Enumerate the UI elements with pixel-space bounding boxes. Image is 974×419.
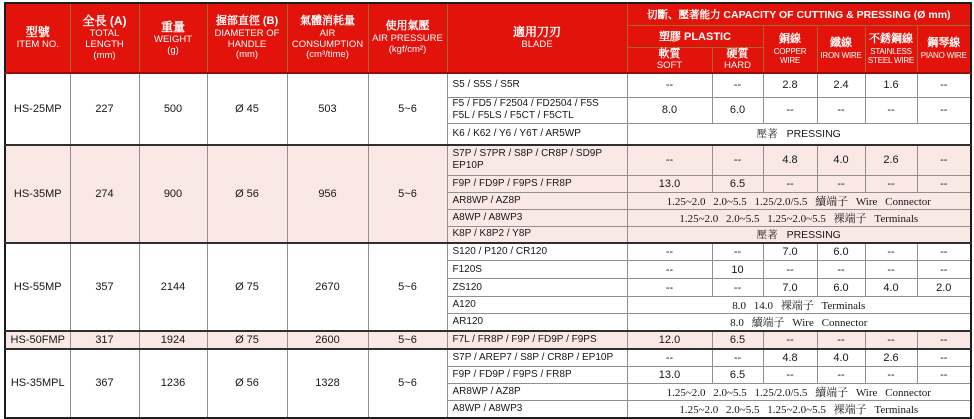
header-en: HARD: [724, 60, 751, 72]
blade-cell: K6 / K62 / Y6 / Y6T / AR5WP: [447, 123, 627, 145]
connector-span-cell: 1.25~2.0 2.0~5.5 1.25/2.0/5.5 續端子 Wire Connector: [627, 192, 971, 209]
blade-cell: S120 / P120 / CR120: [447, 243, 627, 261]
capacity-value: --: [712, 243, 763, 261]
col-header-weight: [139, 3, 207, 73]
capacity-value: 4.0: [817, 145, 865, 175]
blade-line-1: S7P / S7PR / S8P / CR8P / SD9P: [452, 148, 603, 160]
capacity-value: 6.5: [712, 366, 763, 383]
capacity-value: --: [865, 261, 917, 279]
model-handle-diameter: Ø 75: [207, 243, 287, 332]
capacity-value: --: [712, 279, 763, 297]
header-unit: (mm): [235, 49, 259, 61]
header-zh: 氣體消耗量: [300, 14, 355, 27]
capacity-value: 7.0: [763, 279, 817, 297]
header-unit: (mm): [93, 50, 116, 62]
capacity-value: --: [817, 366, 865, 383]
header-zh: 不銹鋼線: [869, 32, 913, 45]
col-header-piano-wire: [917, 25, 971, 73]
model-weight: 500: [139, 73, 207, 145]
blade-cell: ZS120: [447, 279, 627, 297]
model-air-pressure: 5~6: [368, 243, 447, 332]
header-unit: (g): [167, 44, 179, 56]
header-zh: 全長 (A): [82, 14, 127, 29]
blade-line-2: F5L / F5LS / F5CT / F5CTL: [452, 110, 574, 122]
header-en: AIR PRESSURE: [372, 33, 443, 45]
terminals-span-cell: 8.0 14.0 裸端子 Terminals: [627, 297, 971, 314]
capacity-value: --: [917, 331, 971, 349]
header-unit: (cm³/time): [306, 49, 349, 61]
col-header-handle-diameter: [207, 3, 287, 73]
model-total-length: 317: [70, 331, 139, 349]
model-total-length: 357: [70, 243, 139, 332]
capacity-value: 4.0: [865, 279, 917, 297]
header-zh: 銅線: [779, 32, 801, 45]
header-en: IRON WIRE: [820, 51, 862, 61]
pressing-span-cell: 壓著 PRESSING: [627, 226, 971, 243]
header-zh: 鋼琴線: [927, 37, 961, 50]
capacity-value: --: [865, 331, 917, 349]
spec-sheet: [0, 2, 974, 416]
model-item-no: HS-50FMP: [5, 331, 70, 349]
capacity-value: --: [865, 97, 917, 123]
capacity-value: --: [917, 261, 971, 279]
blade-line-2: EP10P: [452, 160, 484, 172]
header-en: PIANO WIRE: [920, 51, 967, 61]
capacity-value: 4.0: [817, 349, 865, 366]
blade-line-1: F5 / FD5 / F2504 / FD2504 / F5S: [452, 98, 599, 110]
blade-cell: A8WP / A8WP3: [447, 209, 627, 226]
capacity-value: --: [917, 366, 971, 383]
blade-cell: F7L / FR8P / F9P / FD9P / F9PS: [447, 331, 627, 349]
capacity-title: 切斷、壓著能力 CAPACITY OF CUTTING & PRESSING (Ø mm): [627, 3, 971, 25]
capacity-value: 6.0: [817, 243, 865, 261]
model-weight: 1924: [139, 331, 207, 349]
capacity-value: 13.0: [627, 366, 712, 383]
model-total-length: 367: [70, 349, 139, 418]
header-en: SOFT: [656, 60, 683, 72]
capacity-value: --: [712, 145, 763, 175]
capacity-value: 2.0: [917, 279, 971, 297]
model-handle-diameter: Ø 56: [207, 349, 287, 418]
capacity-value: 4.8: [763, 349, 817, 366]
capacity-value: 2.6: [865, 145, 917, 175]
model-air-pressure: 5~6: [368, 145, 447, 243]
model-air-consumption: 503: [287, 73, 368, 145]
header-zh: 使用氣壓: [385, 20, 430, 33]
spec-table: [4, 2, 972, 419]
col-header-total-length: [70, 3, 139, 73]
model-item-no: HS-35MPL: [5, 349, 70, 418]
capacity-value: 10: [712, 261, 763, 279]
model-item-no: HS-25MP: [5, 73, 70, 145]
col-header-plastic: 塑膠 PLASTIC: [627, 25, 763, 47]
header-zh: 適用刀刃: [512, 25, 561, 40]
capacity-value: --: [917, 243, 971, 261]
capacity-value: --: [763, 366, 817, 383]
terminals-span-cell: 1.25~2.0 2.0~5.5 1.25~2.0~5.5 裸端子 Terminals: [627, 209, 971, 226]
model-item-no: HS-55MP: [5, 243, 70, 332]
model-air-consumption: 2670: [287, 243, 368, 332]
blade-cell: S5 / S5S / S5R: [447, 73, 627, 97]
header-en: AIR CONSUMPTION: [291, 27, 364, 50]
capacity-value: 1.6: [865, 73, 917, 97]
capacity-value: --: [763, 175, 817, 192]
capacity-value: 6.5: [712, 331, 763, 349]
capacity-value: 4.8: [763, 145, 817, 175]
capacity-value: --: [817, 331, 865, 349]
capacity-value: --: [627, 279, 712, 297]
model-handle-diameter: Ø 45: [207, 73, 287, 145]
model-total-length: 274: [70, 145, 139, 243]
capacity-value: --: [627, 243, 712, 261]
header-zh: 硬質: [726, 47, 749, 60]
model-total-length: 227: [70, 73, 139, 145]
capacity-value: --: [817, 175, 865, 192]
header-en: BLADE: [521, 39, 553, 51]
col-header-copper-wire: [763, 25, 817, 73]
capacity-value: 8.0: [627, 97, 712, 123]
capacity-value: --: [763, 261, 817, 279]
model-air-pressure: 5~6: [368, 349, 447, 418]
blade-cell: K8P / K8P2 / Y8P: [447, 226, 627, 243]
model-weight: 900: [139, 145, 207, 243]
capacity-value: 2.8: [763, 73, 817, 97]
capacity-value: 13.0: [627, 175, 712, 192]
col-header-item-no: [5, 3, 70, 73]
blade-cell: [447, 145, 627, 175]
blade-cell: F120S: [447, 261, 627, 279]
blade-cell: S7P / AREP7 / S8P / CR8P / EP10P: [447, 349, 627, 366]
col-header-air-pressure: [368, 3, 447, 73]
capacity-value: --: [627, 145, 712, 175]
capacity-value: --: [917, 73, 971, 97]
capacity-value: --: [627, 73, 712, 97]
col-header-soft: [627, 47, 712, 73]
col-header-iron-wire: [817, 25, 865, 73]
header-zh: 重量: [160, 19, 185, 34]
capacity-value: --: [917, 175, 971, 192]
capacity-value: --: [917, 349, 971, 366]
capacity-value: --: [712, 349, 763, 366]
header-en: COPPER WIRE: [773, 46, 807, 65]
capacity-value: 12.0: [627, 331, 712, 349]
header-zh: 握部直徑 (B): [215, 14, 279, 27]
capacity-value: --: [627, 349, 712, 366]
capacity-value: --: [865, 175, 917, 192]
capacity-value: --: [712, 73, 763, 97]
connector-span-cell: 8.0 續端子 Wire Connector: [627, 314, 971, 332]
capacity-value: --: [627, 261, 712, 279]
blade-cell: AR8WP / AZ8P: [447, 383, 627, 400]
capacity-value: --: [763, 97, 817, 123]
header-en: TOTAL LENGTH: [85, 28, 124, 51]
capacity-value: 6.0: [712, 97, 763, 123]
blade-cell: [447, 97, 627, 123]
capacity-value: --: [917, 97, 971, 123]
capacity-value: 6.5: [712, 175, 763, 192]
header-zh: 軟質: [658, 47, 681, 60]
model-handle-diameter: Ø 75: [207, 331, 287, 349]
capacity-value: 2.6: [865, 349, 917, 366]
col-header-air-consumption: [287, 3, 368, 73]
model-item-no: HS-35MP: [5, 145, 70, 243]
header-en: WEIGHT: [154, 33, 192, 45]
header-zh: 鐵線: [830, 37, 852, 50]
model-air-consumption: 2600: [287, 331, 368, 349]
capacity-value: --: [763, 331, 817, 349]
col-header-stainless-steel-wire: [865, 25, 917, 73]
model-air-consumption: 956: [287, 145, 368, 243]
model-air-pressure: 5~6: [368, 73, 447, 145]
capacity-value: 6.0: [817, 279, 865, 297]
blade-cell: F9P / FD9P / F9PS / FR8P: [447, 175, 627, 192]
header-en: DIAMETER OF HANDLE: [214, 27, 280, 50]
capacity-value: --: [917, 145, 971, 175]
blade-cell: AR120: [447, 314, 627, 332]
model-weight: 1236: [139, 349, 207, 418]
blade-cell: F9P / FD9P / F9PS / FR8P: [447, 366, 627, 383]
model-weight: 2144: [139, 243, 207, 332]
capacity-value: --: [865, 243, 917, 261]
col-header-hard: [712, 47, 763, 73]
blade-cell: A120: [447, 297, 627, 314]
blade-cell: AR8WP / AZ8P: [447, 192, 627, 209]
capacity-value: --: [865, 366, 917, 383]
pressing-span-cell: 壓著 PRESSING: [627, 123, 971, 145]
header-en: STAINLESS STEEL WIRE: [867, 46, 915, 65]
capacity-value: 2.4: [817, 73, 865, 97]
header-en: ITEM NO.: [16, 39, 59, 51]
model-air-consumption: 1328: [287, 349, 368, 418]
col-header-blade: [447, 3, 627, 73]
capacity-value: --: [817, 261, 865, 279]
model-air-pressure: 5~6: [368, 331, 447, 349]
header-zh: 型號: [25, 25, 50, 40]
terminals-span-cell: 1.25~2.0 2.0~5.5 1.25~2.0~5.5 裸端子 Terminals: [627, 400, 971, 418]
connector-span-cell: 1.25~2.0 2.0~5.5 1.25/2.0/5.5 續端子 Wire Connector: [627, 383, 971, 400]
blade-cell: A8WP / A8WP3: [447, 400, 627, 418]
capacity-value: 7.0: [763, 243, 817, 261]
model-handle-diameter: Ø 56: [207, 145, 287, 243]
capacity-value: --: [817, 97, 865, 123]
header-unit: (kgf/cm²): [388, 43, 427, 55]
